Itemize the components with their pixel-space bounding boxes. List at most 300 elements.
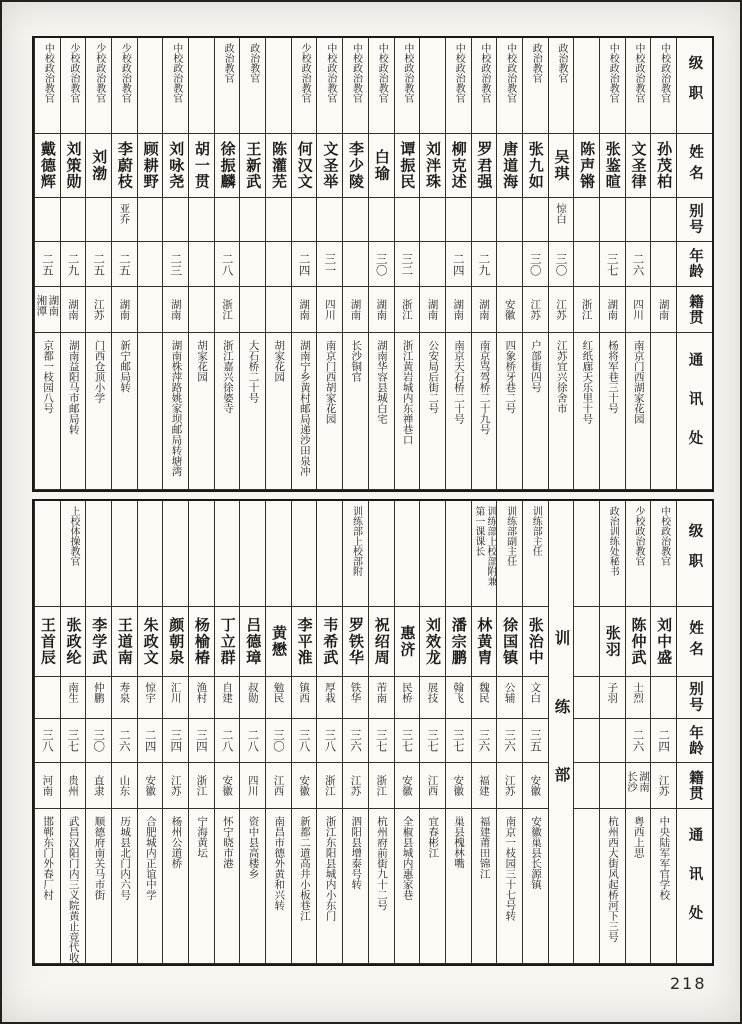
age-cell xyxy=(573,242,599,287)
address-cell: 户部街四号 xyxy=(522,333,548,490)
rank-cell xyxy=(445,501,471,607)
alias-cell: 渔村 xyxy=(188,677,214,719)
origin-cell xyxy=(188,287,214,333)
origin-cell xyxy=(599,763,625,809)
name-cell: 张鉴暄 xyxy=(599,134,625,198)
name-cell: 张羽 xyxy=(599,607,625,677)
name-cell: 刘渤 xyxy=(85,134,111,198)
header-cell-name: 姓名 xyxy=(676,134,712,198)
rank-cell xyxy=(137,38,163,134)
header-cell-address: 通讯处 xyxy=(676,809,712,964)
age-cell: 二六 xyxy=(625,719,651,763)
address-cell: 胡家花园 xyxy=(188,333,214,490)
alias-cell xyxy=(85,198,111,242)
name-cell: 林黄胄 xyxy=(471,607,497,677)
age-cell xyxy=(496,242,522,287)
age-cell: 二四 xyxy=(650,719,676,763)
blank-origin-cell xyxy=(573,763,599,809)
rank-cell: 少校政治教官 xyxy=(111,38,137,134)
name-cell: 李学武 xyxy=(85,607,111,677)
address-cell: 中央陆军军官学校 xyxy=(650,809,676,964)
age-cell: 三六 xyxy=(342,719,368,763)
rank-cell xyxy=(188,38,214,134)
address-cell: 新都二道高井小板巷江 xyxy=(291,809,317,964)
address-cell: 湖南华容县城白宅 xyxy=(368,333,394,490)
origin-cell: 安徽 xyxy=(137,763,163,809)
age-cell: 二六 xyxy=(111,719,137,763)
name-cell: 顾耕野 xyxy=(137,134,163,198)
address-cell: 历城县北门内六号 xyxy=(111,809,137,964)
alias-cell xyxy=(650,677,676,719)
age-cell: 三七 xyxy=(445,719,471,763)
address-cell: 安徽巢县长源镇 xyxy=(522,809,548,964)
age-cell: 三〇 xyxy=(522,242,548,287)
address-cell: 巢县槐林嘴 xyxy=(445,809,471,964)
header-cell-age: 年龄 xyxy=(676,242,712,287)
origin-cell: 安徽 xyxy=(522,763,548,809)
alias-cell xyxy=(419,198,445,242)
name-cell: 潘宗鹏 xyxy=(445,607,471,677)
alias-cell: 惊宇 xyxy=(137,677,163,719)
address-cell: 浙江黄岩城内东禅巷口 xyxy=(394,333,420,490)
alias-cell xyxy=(239,198,265,242)
age-cell: 三五 xyxy=(522,719,548,763)
blank-rank-cell xyxy=(573,501,599,607)
address-cell: 长沙铜官 xyxy=(342,333,368,490)
alias-cell: 叔勋 xyxy=(239,677,265,719)
alias-cell: 展技 xyxy=(419,677,445,719)
origin-cell: 江苏 xyxy=(496,763,522,809)
alias-cell xyxy=(342,198,368,242)
rank-cell: 中校政治教官 xyxy=(342,38,368,134)
age-cell: 三八 xyxy=(34,719,60,763)
origin-cell: 江西 xyxy=(265,763,291,809)
alias-cell xyxy=(496,198,522,242)
alias-cell xyxy=(137,198,163,242)
alias-cell xyxy=(650,198,676,242)
age-cell: 三七 xyxy=(394,719,420,763)
name-cell: 吴琪 xyxy=(548,134,574,198)
age-cell: 二四 xyxy=(137,719,163,763)
rank-cell: 少校政治教官 xyxy=(625,501,651,607)
address-cell: 资中县高楼乡 xyxy=(239,809,265,964)
age-cell xyxy=(342,242,368,287)
alias-cell xyxy=(162,198,188,242)
origin-cell: 安徽 xyxy=(496,287,522,333)
address-cell: 红纸廊天乐里十号 xyxy=(573,333,599,490)
address-cell: 浙江东阳县城内小东门 xyxy=(316,809,342,964)
alias-cell: 亚乔 xyxy=(111,198,137,242)
origin-cell: 湖南 xyxy=(650,287,676,333)
alias-cell: 惊白 xyxy=(548,198,574,242)
age-cell: 三〇 xyxy=(368,242,394,287)
alias-cell xyxy=(188,198,214,242)
roster-table-bottom xyxy=(32,499,714,966)
name-cell: 丁立群 xyxy=(214,607,240,677)
rank-cell: 中校政治教官 xyxy=(445,38,471,134)
name-cell: 张政纶 xyxy=(60,607,86,677)
age-cell: 三六 xyxy=(496,719,522,763)
rank-cell: 政治教官 xyxy=(522,38,548,134)
address-cell: 湖南宁乡黄村邮局递沙田泉冲 xyxy=(291,333,317,490)
alias-cell: 寿泉 xyxy=(111,677,137,719)
address-cell: 杨州公道桥 xyxy=(162,809,188,964)
header-cell-rank: 级职 xyxy=(676,38,712,134)
rank-cell xyxy=(291,501,317,607)
rank-cell: 政治教官 xyxy=(548,38,574,134)
rank-cell: 中校政治教官 xyxy=(471,38,497,134)
blank-alias-cell xyxy=(573,677,599,719)
origin-cell: 江苏 xyxy=(522,287,548,333)
age-cell: 二六 xyxy=(625,242,651,287)
rank-cell: 政治教官 xyxy=(239,38,265,134)
age-cell: 三七 xyxy=(599,242,625,287)
age-cell: 三四 xyxy=(162,719,188,763)
rank-cell xyxy=(162,501,188,607)
age-cell xyxy=(650,242,676,287)
origin-cell: 湖南 xyxy=(342,287,368,333)
address-cell: 合肥城内正谊中学 xyxy=(137,809,163,964)
rank-cell xyxy=(214,501,240,607)
age-cell: 三一 xyxy=(316,242,342,287)
section-label-cell: 训练部 xyxy=(548,501,574,964)
alias-cell: 民桥 xyxy=(394,677,420,719)
name-cell: 朱政文 xyxy=(137,607,163,677)
rank-cell xyxy=(316,501,342,607)
origin-cell: 浙江 xyxy=(316,763,342,809)
address-cell: 胡家花园 xyxy=(265,333,291,490)
age-cell: 二五 xyxy=(111,242,137,287)
name-cell: 刘泮珠 xyxy=(419,134,445,198)
origin-cell xyxy=(239,287,265,333)
blank-address-cell xyxy=(573,809,599,964)
age-cell: 三七 xyxy=(419,719,445,763)
address-cell: 怀宁晓市港 xyxy=(214,809,240,964)
name-cell: 王新武 xyxy=(239,134,265,198)
page-number: 218 xyxy=(670,974,707,993)
origin-cell: 湖南 xyxy=(419,287,445,333)
name-cell: 韦希武 xyxy=(316,607,342,677)
age-cell: 三六 xyxy=(471,719,497,763)
name-cell: 祝绍周 xyxy=(368,607,394,677)
rank-cell xyxy=(368,501,394,607)
origin-cell: 浙江 xyxy=(394,287,420,333)
rank-cell xyxy=(573,38,599,134)
rank-cell: 上校体操教官 xyxy=(60,501,86,607)
alias-cell xyxy=(214,198,240,242)
name-cell: 刘中盛 xyxy=(650,607,676,677)
age-cell: 三〇 xyxy=(265,719,291,763)
address-cell: 南昌市德外黄和兴转 xyxy=(265,809,291,964)
address-cell: 湖南益阳马市邮局转 xyxy=(60,333,86,490)
address-cell: 福建莆田锦江 xyxy=(471,809,497,964)
name-cell: 孙茂柏 xyxy=(650,134,676,198)
alias-cell: 公辅 xyxy=(496,677,522,719)
name-cell: 吕德璋 xyxy=(239,607,265,677)
rank-cell xyxy=(239,501,265,607)
origin-cell: 江苏 xyxy=(650,763,676,809)
alias-cell: 厚栽 xyxy=(316,677,342,719)
address-cell xyxy=(650,333,676,490)
origin-cell: 江苏 xyxy=(162,763,188,809)
origin-cell: 湖南 xyxy=(445,287,471,333)
origin-cell: 湖南 xyxy=(111,287,137,333)
address-cell: 杨将军巷三十号 xyxy=(599,333,625,490)
alias-cell: 魏民 xyxy=(471,677,497,719)
rank-cell xyxy=(265,501,291,607)
address-cell: 江苏宜兴徐舍市 xyxy=(548,333,574,490)
rank-cell: 中校政治教官 xyxy=(625,38,651,134)
alias-cell xyxy=(60,198,86,242)
age-cell: 二九 xyxy=(471,242,497,287)
age-cell: 三〇 xyxy=(548,242,574,287)
age-cell xyxy=(188,242,214,287)
alias-cell: 南生 xyxy=(60,677,86,719)
address-cell: 大石桥二十号 xyxy=(239,333,265,490)
alias-cell xyxy=(368,198,394,242)
blank-age-cell xyxy=(573,719,599,763)
age-cell: 二八 xyxy=(214,242,240,287)
name-cell: 黄懋 xyxy=(265,607,291,677)
header-cell-address: 通讯处 xyxy=(676,333,712,490)
rank-cell: 少校政治教官 xyxy=(85,38,111,134)
origin-cell: 安徽 xyxy=(394,763,420,809)
alias-cell: 士烈 xyxy=(625,677,651,719)
header-cell-age: 年龄 xyxy=(676,719,712,763)
origin-cell xyxy=(265,287,291,333)
origin-cell: 福建 xyxy=(471,763,497,809)
address-cell: 宁海黄坛 xyxy=(188,809,214,964)
origin-cell: 江苏 xyxy=(85,287,111,333)
origin-cell: 浙江 xyxy=(368,763,394,809)
address-cell: 门西仓顶小学 xyxy=(85,333,111,490)
rank-cell xyxy=(111,501,137,607)
age-cell: 三八 xyxy=(291,719,317,763)
name-cell: 杨榆椿 xyxy=(188,607,214,677)
age-cell: 二九 xyxy=(60,242,86,287)
alias-cell xyxy=(625,198,651,242)
roster-table-top xyxy=(32,36,714,492)
name-cell: 刘咏尧 xyxy=(162,134,188,198)
age-cell: 三八 xyxy=(316,719,342,763)
alias-cell xyxy=(599,198,625,242)
name-cell: 徐振麟 xyxy=(214,134,240,198)
name-cell: 刘策勋 xyxy=(60,134,86,198)
rank-cell: 中校政治教官 xyxy=(162,38,188,134)
header-cell-alias: 别号 xyxy=(676,677,712,719)
age-cell: 二五 xyxy=(85,242,111,287)
name-cell: 谭振民 xyxy=(394,134,420,198)
alias-cell: 文白 xyxy=(522,677,548,719)
origin-cell: 浙江 xyxy=(188,763,214,809)
origin-cell: 湖南 xyxy=(162,287,188,333)
rank-cell: 中校政治教官 xyxy=(496,38,522,134)
rank-cell xyxy=(137,501,163,607)
origin-cell: 湖南 xyxy=(60,287,86,333)
age-cell: 二八 xyxy=(239,719,265,763)
origin-cell: 直隶 xyxy=(85,763,111,809)
alias-cell xyxy=(471,198,497,242)
age-cell: 二五 xyxy=(34,242,60,287)
origin-cell: 贵州 xyxy=(60,763,86,809)
origin-cell: 四川 xyxy=(316,287,342,333)
origin-cell: 湖南 xyxy=(291,287,317,333)
rank-cell: 政治训练处秘书 xyxy=(599,501,625,607)
alias-cell: 勉民 xyxy=(265,677,291,719)
origin-cell: 湖南湘潭 xyxy=(34,287,60,333)
alias-cell xyxy=(394,198,420,242)
origin-cell: 江西 xyxy=(419,763,445,809)
name-cell: 文圣律 xyxy=(625,134,651,198)
name-cell: 张治中 xyxy=(522,607,548,677)
rank-cell: 中校政治教官 xyxy=(316,38,342,134)
address-cell: 湖南株萍路姚家坝邮局转塘湾 xyxy=(162,333,188,490)
name-cell: 唐道海 xyxy=(496,134,522,198)
age-cell: 三〇 xyxy=(85,719,111,763)
alias-cell xyxy=(265,198,291,242)
name-cell: 白瑜 xyxy=(368,134,394,198)
rank-cell: 中校政治教官 xyxy=(650,501,676,607)
rank-cell: 训练部上校部附兼第一课课长 xyxy=(471,501,497,607)
rank-cell: 少校政治教官 xyxy=(291,38,317,134)
alias-cell: 子羽 xyxy=(599,677,625,719)
address-cell: 全椒县城内惠家巷 xyxy=(394,809,420,964)
name-cell: 胡一贯 xyxy=(188,134,214,198)
origin-cell: 四川 xyxy=(239,763,265,809)
alias-cell xyxy=(445,198,471,242)
alias-cell: 铁华 xyxy=(342,677,368,719)
alias-cell: 仲鹏 xyxy=(85,677,111,719)
name-cell: 王首辰 xyxy=(34,607,60,677)
name-cell: 陈声锵 xyxy=(573,134,599,198)
alias-cell: 翰飞 xyxy=(445,677,471,719)
origin-cell: 湖南 xyxy=(368,287,394,333)
address-cell: 邯郸东门外春厂村 xyxy=(34,809,60,964)
address-cell: 宜春彬江 xyxy=(419,809,445,964)
name-cell: 徐国镇 xyxy=(496,607,522,677)
rank-cell: 训练部副主任 xyxy=(496,501,522,607)
address-cell: 泗阳县增泰号转 xyxy=(342,809,368,964)
name-cell: 刘效龙 xyxy=(419,607,445,677)
header-cell-origin: 籍贯 xyxy=(676,287,712,333)
origin-cell: 四川 xyxy=(625,287,651,333)
rank-cell: 训练部主任 xyxy=(522,501,548,607)
age-cell xyxy=(419,242,445,287)
age-cell: 二四 xyxy=(445,242,471,287)
header-cell-origin: 籍贯 xyxy=(676,763,712,809)
age-cell xyxy=(599,719,625,763)
address-cell: 浙江嘉兴徐婆寺 xyxy=(214,333,240,490)
name-cell: 李蔚枝 xyxy=(111,134,137,198)
name-cell: 戴德辉 xyxy=(34,134,60,198)
rank-cell xyxy=(265,38,291,134)
origin-cell: 安徽 xyxy=(214,763,240,809)
alias-cell xyxy=(34,677,60,719)
origin-cell: 安徽 xyxy=(291,763,317,809)
rank-cell xyxy=(419,38,445,134)
name-cell: 张九如 xyxy=(522,134,548,198)
address-cell: 南京门西湖家花园 xyxy=(625,333,651,490)
origin-cell: 安徽 xyxy=(445,763,471,809)
rank-cell xyxy=(419,501,445,607)
rank-cell xyxy=(188,501,214,607)
rank-cell: 中校政治教官 xyxy=(394,38,420,134)
header-cell-alias: 别号 xyxy=(676,198,712,242)
address-cell: 新宁邮局转 xyxy=(111,333,137,490)
blank-name-cell xyxy=(573,607,599,677)
age-cell: 三四 xyxy=(188,719,214,763)
name-cell: 陈仲武 xyxy=(625,607,651,677)
name-cell: 惠济 xyxy=(394,607,420,677)
origin-cell: 浙江 xyxy=(214,287,240,333)
rank-cell: 政治教官 xyxy=(214,38,240,134)
origin-cell: 湖南长沙 xyxy=(625,763,651,809)
name-cell: 罗君强 xyxy=(471,134,497,198)
address-cell: 杭州府前街九十二号 xyxy=(368,809,394,964)
origin-cell: 湖南 xyxy=(471,287,497,333)
age-cell xyxy=(137,242,163,287)
address-cell: 公安局后街二号 xyxy=(419,333,445,490)
header-cell-rank: 级职 xyxy=(676,501,712,607)
alias-cell: 镇西 xyxy=(291,677,317,719)
address-cell: 南京天石桥二十号 xyxy=(445,333,471,490)
rank-cell: 训练部上校部附 xyxy=(342,501,368,607)
address-cell: 京都一枝园八号 xyxy=(34,333,60,490)
alias-cell xyxy=(522,198,548,242)
address-cell: 南京一枝园三十七号转 xyxy=(496,809,522,964)
age-cell: 三七 xyxy=(60,719,86,763)
rank-cell xyxy=(85,501,111,607)
origin-cell: 浙江 xyxy=(573,287,599,333)
name-cell: 李少陵 xyxy=(342,134,368,198)
rank-cell: 中校政治教官 xyxy=(368,38,394,134)
age-cell: 三二 xyxy=(394,242,420,287)
address-cell: 顺德府南关马市街 xyxy=(85,809,111,964)
address-cell: 四象桥牙巷二号 xyxy=(496,333,522,490)
name-cell: 王道南 xyxy=(111,607,137,677)
rank-cell: 少校政治教官 xyxy=(60,38,86,134)
alias-cell xyxy=(291,198,317,242)
alias-cell: 汇川 xyxy=(162,677,188,719)
alias-cell: 自建 xyxy=(214,677,240,719)
name-cell: 李平淮 xyxy=(291,607,317,677)
alias-cell xyxy=(316,198,342,242)
name-cell: 陈灌芜 xyxy=(265,134,291,198)
rank-cell: 中校政治教官 xyxy=(650,38,676,134)
origin-cell xyxy=(137,287,163,333)
alias-cell: 芾南 xyxy=(368,677,394,719)
rank-cell: 中校政治教官 xyxy=(599,38,625,134)
alias-cell xyxy=(573,198,599,242)
age-cell xyxy=(239,242,265,287)
age-cell: 二三 xyxy=(162,242,188,287)
address-cell: 武昌汉阳门内三义院黄止竞代收 xyxy=(60,809,86,964)
address-cell xyxy=(137,333,163,490)
address-cell: 南京骂驾桥二十九号 xyxy=(471,333,497,490)
name-cell: 罗铁华 xyxy=(342,607,368,677)
alias-cell xyxy=(34,198,60,242)
age-cell: 二四 xyxy=(291,242,317,287)
address-cell: 杭州西大街风起桥河下三号 xyxy=(599,809,625,964)
origin-cell: 江苏 xyxy=(342,763,368,809)
age-cell: 三七 xyxy=(368,719,394,763)
age-cell xyxy=(265,242,291,287)
rank-cell xyxy=(34,501,60,607)
name-cell: 柳克述 xyxy=(445,134,471,198)
age-cell: 二八 xyxy=(214,719,240,763)
address-cell: 南京门西胡家花园 xyxy=(316,333,342,490)
rank-cell xyxy=(394,501,420,607)
